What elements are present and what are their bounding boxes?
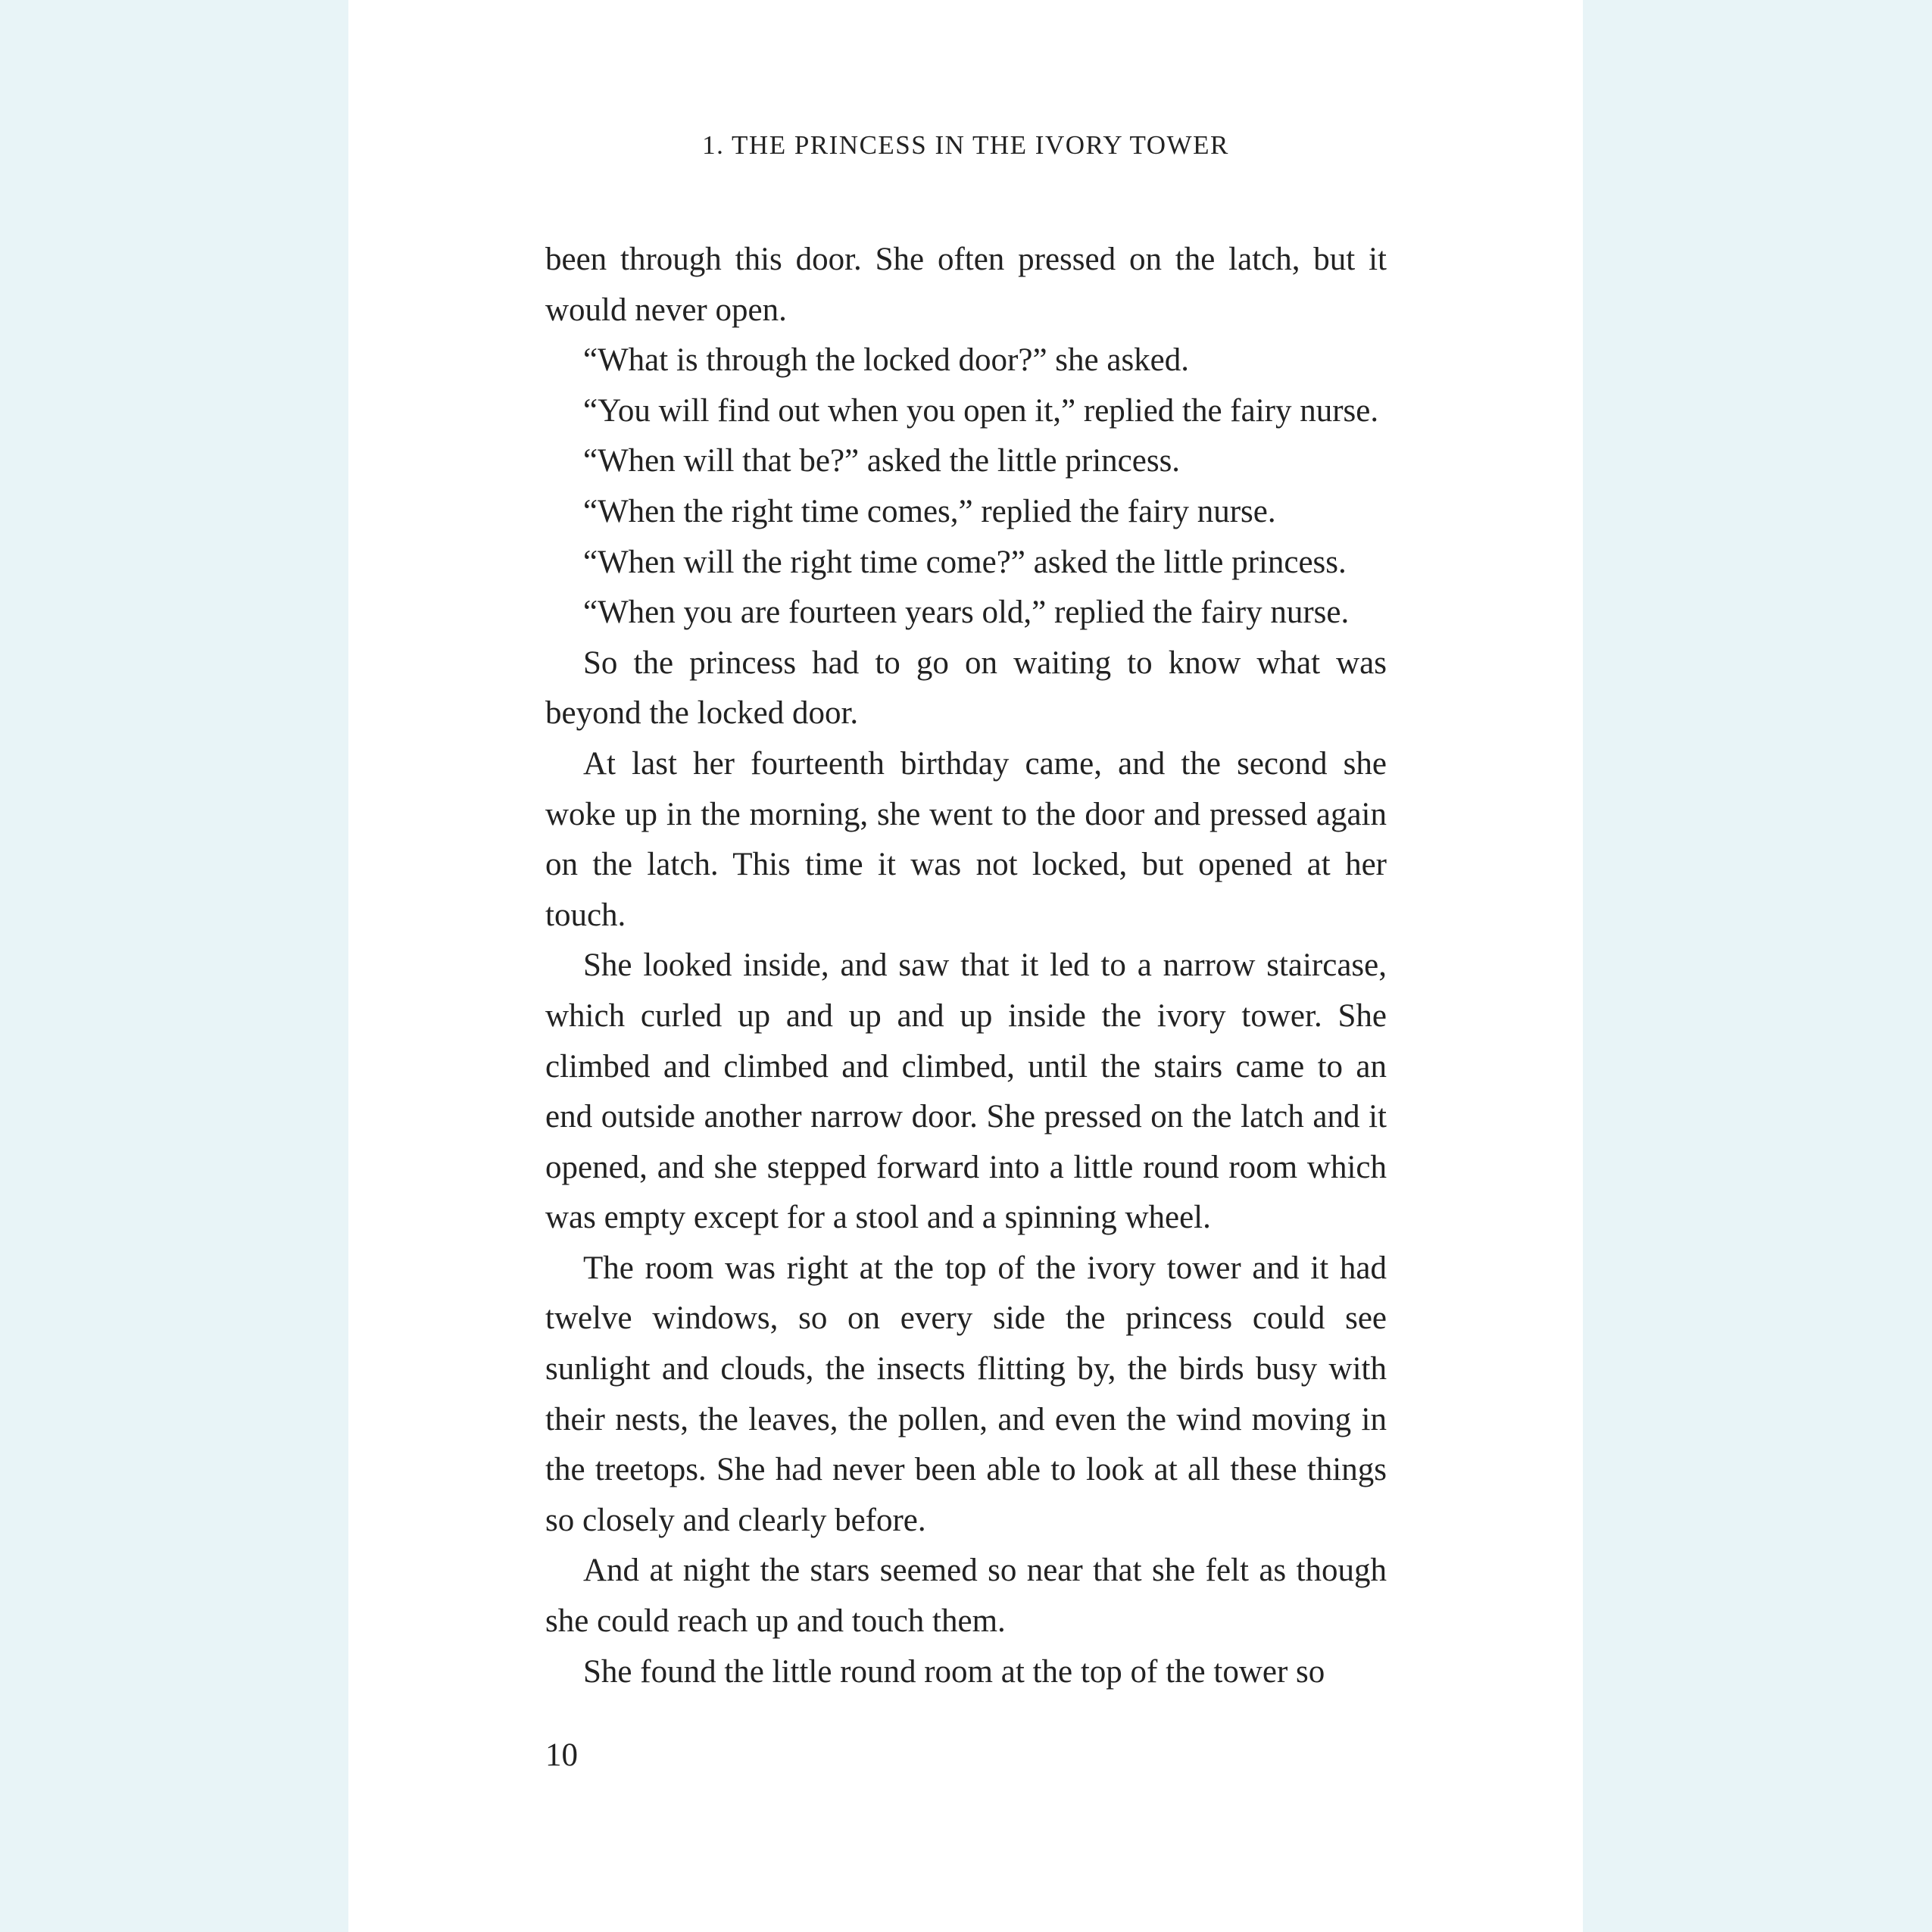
paragraph: “You will find out when you open it,” replied the fairy nurse. [583,392,1379,429]
paragraph: The room was right at the top of the ivory tower and it had twelve windows, so on every side the princess could see sunlight and clouds, the insects flitting by, the birds busy with their nests, the leaves, the pollen, and even the wind moving in the treetops. She had never been able to look at all these things so closely and clearly before. [545,1250,1387,1538]
page-number: 10 [545,1737,578,1773]
paragraph: At last her fourteenth birthday came, and the second she woke up in the morning, she went to the door and pressed again on the latch. This time it was not locked, but opened at her touch. [545,745,1387,933]
paragraph: “When will the right time come?” asked the little princess. [583,544,1347,580]
paragraph: She looked inside, and saw that it led to a narrow staircase, which curled up and up and up inside the ivory tower. She climbed and climbed and climbed, until the stairs came to an end outside another narrow door. She pressed on the latch and it opened, and she stepped forward into a little round room which was empty except for a stool and a spinning wheel. [545,947,1387,1236]
paragraph: “When will that be?” asked the little princess. [583,443,1181,479]
paragraph: And at night the stars seemed so near that she felt as though she could reach up and touch them. [545,1553,1387,1640]
book-page [348,0,1583,1932]
paragraph: “When you are fourteen years old,” replied the fairy nurse. [583,595,1350,631]
paragraph: been through this door. She often pressed on the latch, but it would never open. [545,242,1387,328]
paragraph: “When the right time comes,” replied the fairy nurse. [583,493,1276,529]
running-head: 1. THE PRINCESS IN THE IVORY TOWER [702,130,1229,160]
paragraph: “What is through the locked door?” she asked. [583,342,1190,379]
paragraph: So the princess had to go on waiting to know what was beyond the locked door. [545,645,1387,732]
paragraph: She found the little round room at the top of the tower so [583,1653,1325,1690]
body-text [545,235,1387,1697]
